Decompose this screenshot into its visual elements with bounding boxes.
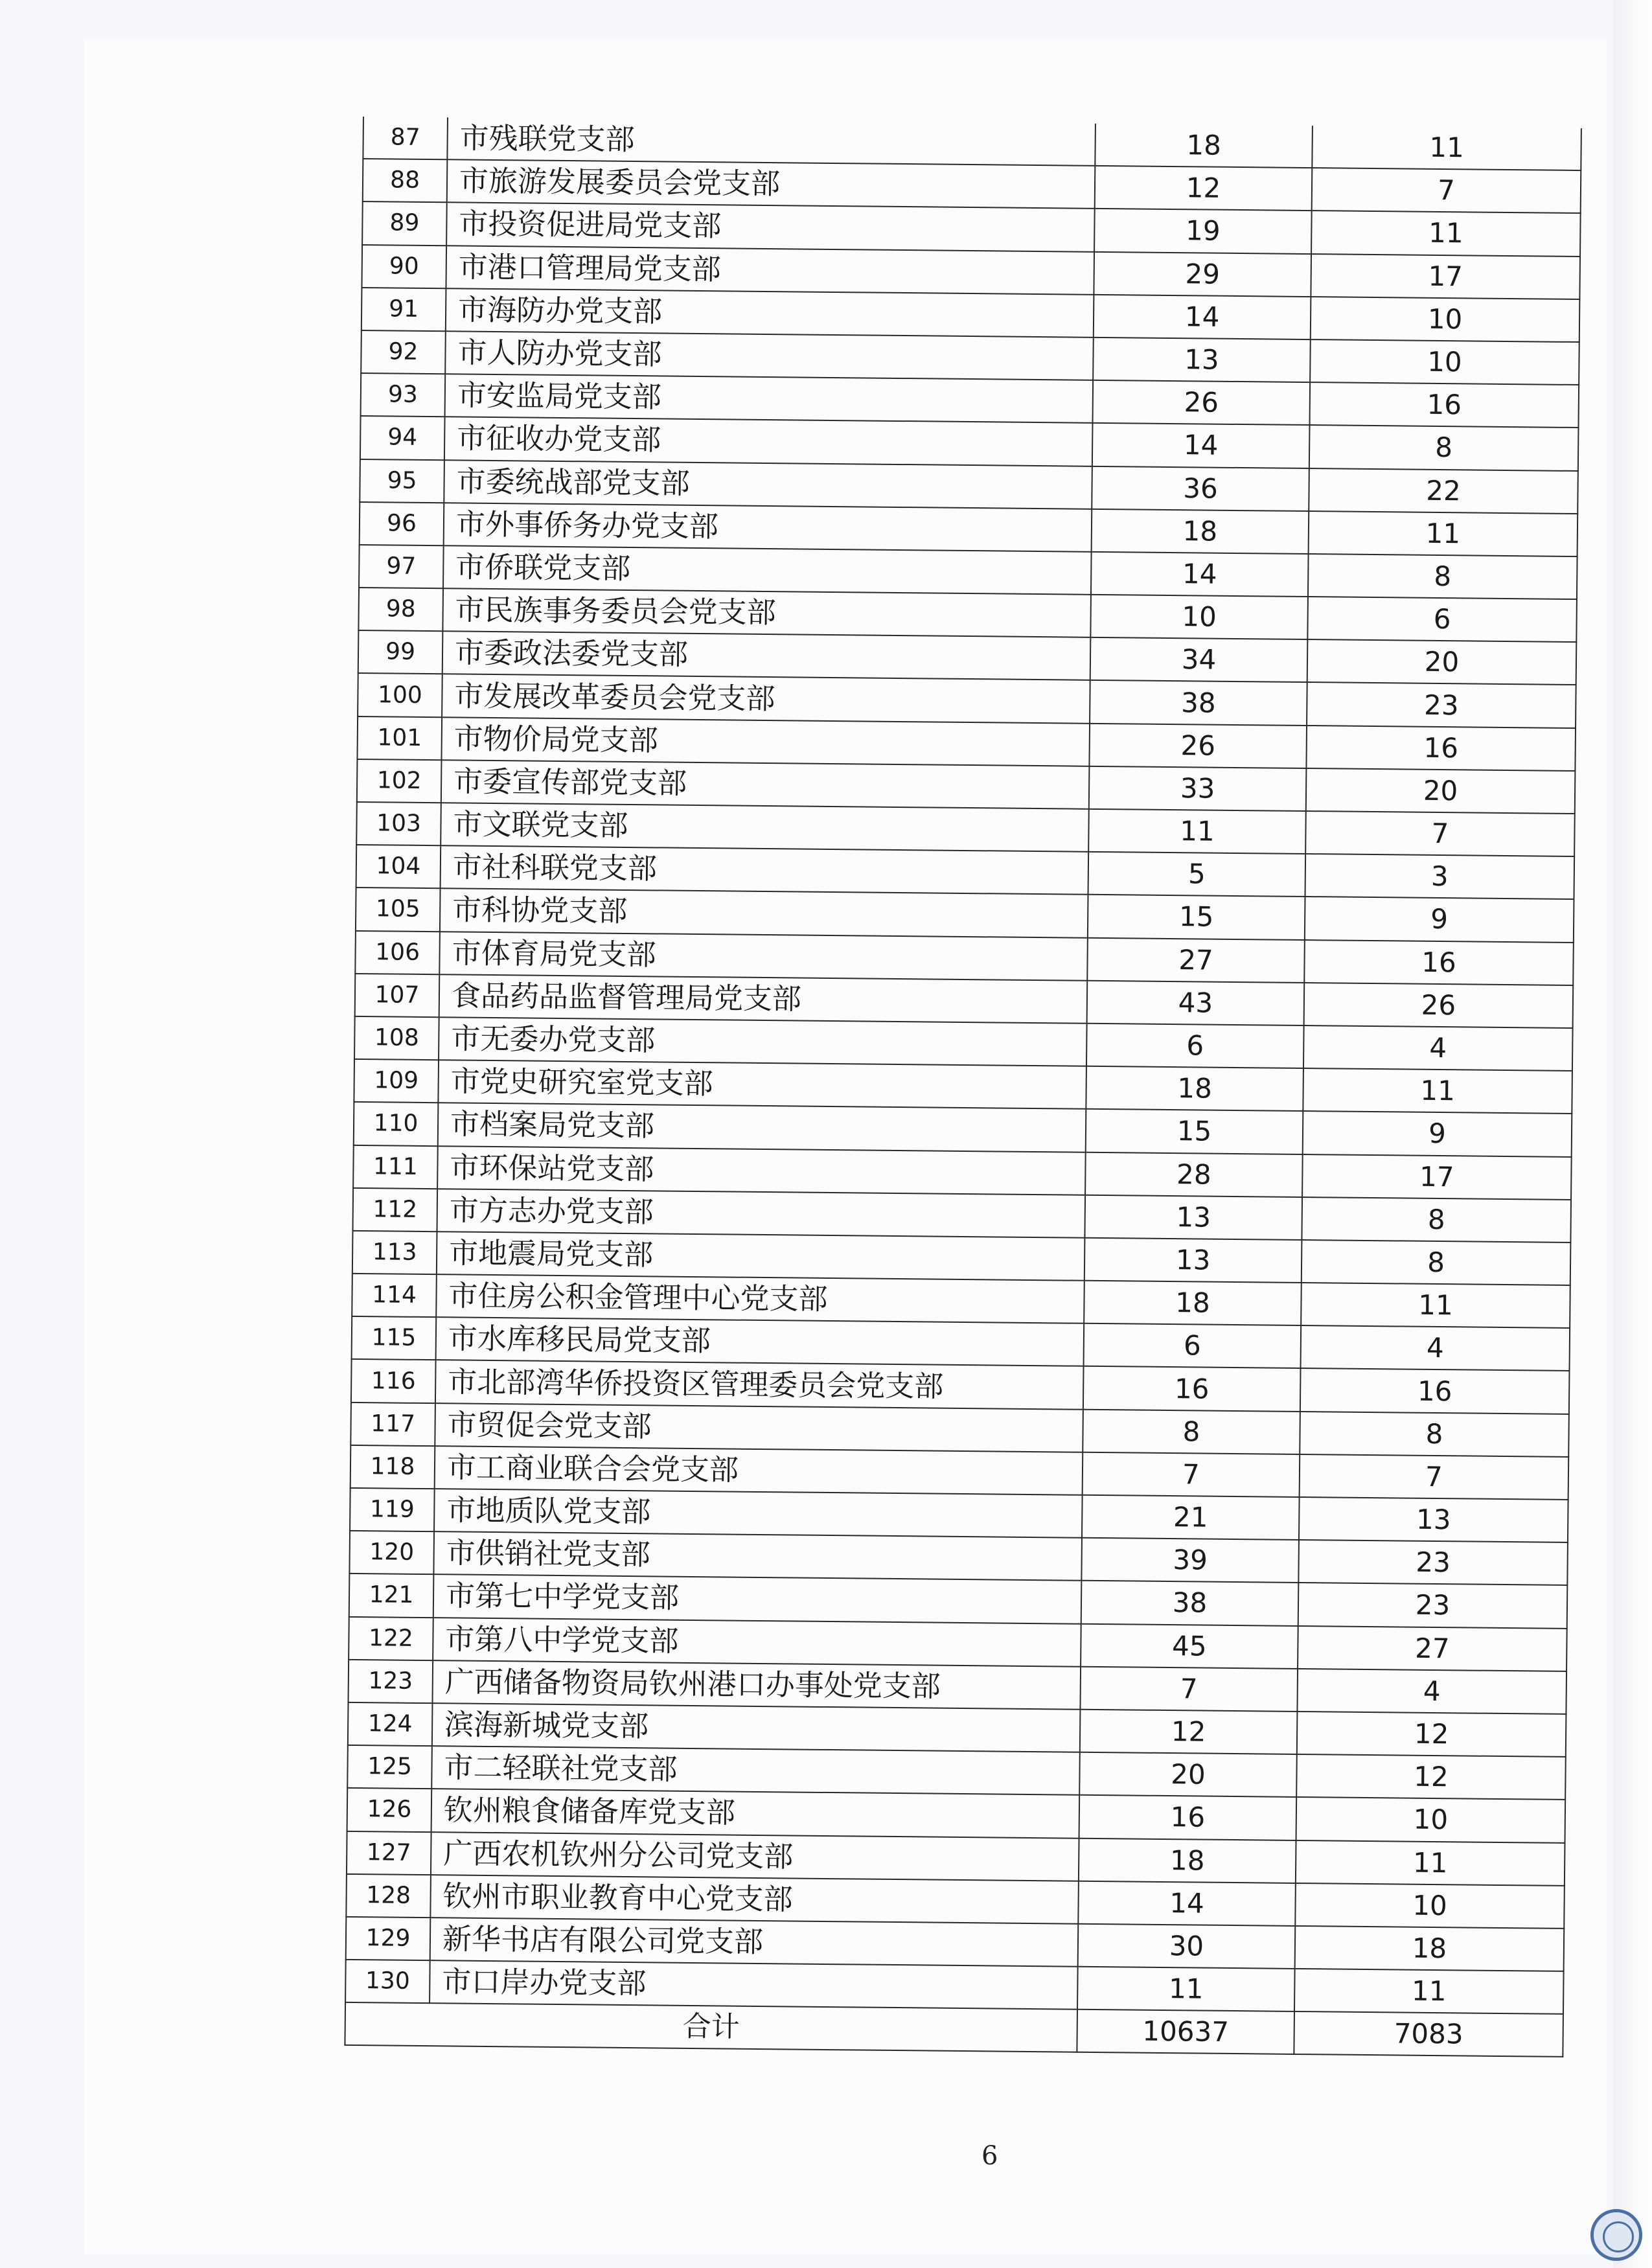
total-label: 合计 [345, 2002, 1077, 2052]
value-a: 26 [1089, 723, 1307, 768]
total-value-a: 10637 [1077, 2010, 1294, 2054]
value-a: 10 [1090, 595, 1308, 639]
value-b: 9 [1303, 1111, 1572, 1156]
value-a: 13 [1084, 1195, 1302, 1239]
value-a: 13 [1084, 1238, 1302, 1283]
branch-name: 市贸促会党支部 [435, 1403, 1083, 1452]
value-b: 22 [1309, 468, 1578, 514]
branch-name: 市物价局党支部 [441, 717, 1090, 766]
row-number: 101 [357, 716, 442, 760]
row-number: 89 [362, 201, 447, 245]
row-number: 88 [363, 159, 448, 202]
branch-name: 市社科联党支部 [441, 845, 1089, 895]
value-b: 16 [1300, 1368, 1570, 1414]
row-number: 129 [346, 1917, 431, 1960]
value-a: 6 [1084, 1323, 1302, 1368]
value-b: 17 [1302, 1154, 1572, 1199]
value-b: 11 [1296, 1840, 1565, 1885]
value-b: 11 [1294, 1969, 1564, 2014]
branch-name: 食品药品监督管理局党支部 [439, 974, 1088, 1024]
value-a: 5 [1088, 852, 1306, 897]
row-number: 94 [360, 416, 445, 459]
row-number: 95 [360, 459, 444, 502]
value-a: 34 [1090, 637, 1308, 682]
value-b: 18 [1295, 1926, 1565, 1971]
value-a: 7 [1083, 1452, 1300, 1497]
value-b: 8 [1300, 1412, 1569, 1457]
row-number: 91 [361, 288, 446, 331]
value-b: 4 [1301, 1325, 1570, 1371]
value-b: 7 [1305, 811, 1575, 856]
value-a: 43 [1087, 981, 1305, 1025]
branch-name: 市文联党支部 [441, 803, 1089, 852]
branch-name: 市住房公积金管理中心党支部 [436, 1274, 1084, 1323]
branch-name: 市地震局党支部 [437, 1231, 1085, 1281]
value-b: 7 [1312, 168, 1581, 213]
value-a: 16 [1083, 1366, 1301, 1411]
row-number: 126 [347, 1788, 432, 1831]
branch-name: 市环保站党支部 [437, 1146, 1086, 1195]
row-number: 117 [350, 1403, 435, 1446]
branch-name: 市投资促进局党支部 [446, 203, 1095, 252]
value-a: 11 [1088, 809, 1306, 854]
value-a: 12 [1095, 166, 1313, 211]
total-value-b: 7083 [1294, 2011, 1563, 2057]
value-b: 8 [1302, 1197, 1571, 1243]
value-b: 11 [1312, 126, 1581, 170]
row-number: 100 [358, 673, 442, 716]
value-a: 33 [1089, 766, 1307, 811]
watermark-seal-icon [1590, 2209, 1642, 2261]
value-a: 14 [1078, 1881, 1296, 1925]
branch-name: 市海防办党支部 [446, 288, 1094, 338]
value-b: 11 [1309, 511, 1578, 556]
row-number: 99 [358, 630, 443, 674]
row-number: 116 [351, 1359, 436, 1403]
branch-name: 市水库移民局党支部 [436, 1317, 1084, 1366]
value-b: 11 [1303, 1068, 1572, 1114]
value-b: 16 [1304, 940, 1574, 985]
row-number: 113 [352, 1231, 437, 1274]
branch-name: 市侨联党支部 [443, 545, 1092, 595]
value-b: 10 [1310, 339, 1579, 385]
branch-name: 市委统战部党支部 [444, 460, 1092, 509]
branch-name: 市委政法委党支部 [442, 631, 1091, 680]
branch-name: 市工商业联合会党支部 [435, 1446, 1083, 1495]
row-number: 128 [346, 1874, 431, 1918]
value-a: 30 [1078, 1924, 1296, 1969]
row-number: 97 [359, 545, 444, 588]
branch-name: 市档案局党支部 [438, 1103, 1086, 1152]
row-number: 109 [354, 1059, 439, 1103]
value-b: 9 [1305, 897, 1574, 942]
value-b: 10 [1311, 297, 1580, 342]
row-number: 106 [355, 931, 440, 974]
value-b: 12 [1297, 1712, 1566, 1757]
branch-name: 钦州市职业教育中心党支部 [430, 1875, 1079, 1924]
row-number: 120 [349, 1531, 434, 1574]
row-number: 111 [353, 1145, 438, 1188]
value-b: 27 [1298, 1626, 1567, 1671]
value-a: 14 [1092, 423, 1310, 468]
value-b: 23 [1307, 682, 1576, 727]
branch-name: 市安监局党支部 [445, 374, 1094, 423]
branch-name: 市旅游发展委员会党支部 [447, 159, 1096, 209]
value-a: 26 [1093, 380, 1311, 425]
value-a: 29 [1094, 251, 1311, 296]
value-a: 7 [1080, 1666, 1298, 1711]
branch-name: 市口岸办党支部 [430, 1960, 1078, 2010]
row-number: 103 [356, 802, 441, 845]
row-number: 107 [355, 974, 440, 1017]
branch-name: 市第七中学党支部 [433, 1575, 1082, 1624]
value-a: 27 [1087, 937, 1305, 982]
branch-name: 广西储备物资局钦州港口办事处党支部 [432, 1660, 1081, 1710]
row-number: 112 [352, 1188, 437, 1231]
value-a: 38 [1081, 1581, 1299, 1625]
branch-name: 市体育局党支部 [439, 932, 1088, 981]
party-branch-table [344, 117, 1582, 2057]
value-b: 4 [1297, 1669, 1566, 1714]
value-b: 13 [1299, 1497, 1568, 1542]
row-number: 124 [348, 1702, 433, 1746]
value-a: 13 [1093, 338, 1311, 382]
branch-name: 市残联党支部 [447, 117, 1096, 166]
value-a: 14 [1091, 552, 1309, 597]
value-a: 39 [1081, 1538, 1299, 1583]
branch-name: 新华书店有限公司党支部 [430, 1918, 1079, 1967]
value-a: 21 [1082, 1495, 1300, 1540]
value-b: 10 [1295, 1883, 1565, 1929]
value-a: 12 [1080, 1710, 1298, 1754]
row-number: 90 [361, 245, 446, 288]
row-number: 130 [345, 1960, 430, 2003]
value-a: 8 [1083, 1409, 1300, 1454]
value-b: 7 [1300, 1454, 1569, 1500]
row-number: 114 [352, 1274, 437, 1317]
branch-name: 市供销社党支部 [433, 1531, 1082, 1581]
row-number: 92 [361, 330, 446, 374]
row-number: 93 [361, 373, 446, 417]
value-b: 17 [1311, 254, 1580, 299]
value-a: 36 [1092, 466, 1309, 510]
branch-name: 市外事侨务办党支部 [444, 503, 1092, 552]
branch-name: 广西农机钦州分公司党支部 [431, 1832, 1079, 1881]
value-a: 18 [1084, 1281, 1302, 1325]
row-number: 119 [350, 1488, 435, 1531]
branch-name: 市地质队党支部 [434, 1489, 1083, 1538]
value-a: 16 [1079, 1795, 1297, 1840]
branch-name: 市征收办党支部 [444, 417, 1093, 466]
value-a: 45 [1081, 1623, 1298, 1668]
branch-name: 市委宣传部党支部 [441, 760, 1090, 809]
row-number: 121 [349, 1574, 434, 1617]
table-body [345, 117, 1581, 2014]
page-edge-shadow [1613, 0, 1652, 2268]
branch-name: 市无委办党支部 [439, 1017, 1087, 1066]
row-number: 104 [356, 845, 441, 888]
branch-name: 钦州粮食储备库党支部 [431, 1789, 1080, 1838]
value-a: 18 [1079, 1838, 1296, 1883]
value-b: 23 [1298, 1583, 1568, 1628]
value-a: 6 [1086, 1024, 1304, 1068]
branch-name: 市党史研究室党支部 [438, 1060, 1086, 1109]
value-b: 16 [1309, 382, 1579, 428]
branch-name: 市发展改革委员会党支部 [442, 674, 1090, 724]
value-a: 28 [1085, 1152, 1303, 1197]
value-a: 18 [1086, 1066, 1303, 1111]
row-number: 96 [360, 502, 444, 545]
row-number: 115 [352, 1316, 437, 1360]
value-b: 8 [1308, 554, 1577, 599]
value-b: 20 [1306, 768, 1576, 814]
value-b: 3 [1305, 854, 1575, 899]
value-a: 11 [1077, 1967, 1295, 2011]
row-number: 105 [356, 888, 441, 931]
value-b: 4 [1303, 1025, 1573, 1071]
value-b: 16 [1306, 726, 1576, 771]
branch-name: 市人防办党支部 [445, 331, 1094, 380]
value-a: 18 [1092, 509, 1309, 554]
value-b: 11 [1301, 1283, 1570, 1328]
row-number: 125 [347, 1745, 432, 1789]
row-number: 98 [358, 588, 443, 631]
value-a: 19 [1094, 209, 1312, 253]
branch-name: 市民族事务委员会党支部 [442, 588, 1091, 637]
value-b: 11 [1311, 211, 1581, 256]
branch-name: 市港口管理局党支部 [446, 246, 1094, 295]
value-b: 20 [1307, 639, 1577, 685]
row-number: 122 [349, 1616, 433, 1660]
value-a: 38 [1090, 680, 1307, 725]
branch-name: 市北部湾华侨投资区管理委员会党支部 [435, 1360, 1084, 1410]
row-number: 118 [350, 1445, 435, 1489]
value-a: 18 [1095, 124, 1313, 168]
row-number: 127 [347, 1831, 431, 1874]
value-b: 8 [1302, 1240, 1571, 1285]
branch-name: 市科协党支部 [440, 889, 1088, 938]
value-b: 8 [1309, 425, 1579, 470]
value-b: 26 [1304, 983, 1574, 1028]
branch-name: 市二轻联社党支部 [431, 1746, 1080, 1795]
value-b: 12 [1296, 1754, 1566, 1800]
branch-name: 市第八中学党支部 [433, 1618, 1081, 1667]
value-a: 20 [1079, 1752, 1297, 1797]
branch-name: 滨海新城党支部 [432, 1703, 1081, 1752]
value-a: 14 [1094, 295, 1311, 339]
page-number: 6 [981, 2141, 998, 2171]
value-a: 15 [1088, 895, 1305, 939]
value-b: 10 [1296, 1797, 1566, 1842]
value-b: 6 [1307, 597, 1577, 642]
value-a: 15 [1086, 1109, 1303, 1154]
row-number: 108 [354, 1016, 439, 1060]
branch-name: 市方志办党支部 [437, 1189, 1085, 1238]
row-number: 123 [349, 1660, 433, 1703]
row-number: 102 [357, 759, 442, 803]
row-number: 110 [354, 1102, 439, 1145]
value-b: 23 [1298, 1540, 1568, 1585]
row-number: 87 [363, 117, 448, 159]
